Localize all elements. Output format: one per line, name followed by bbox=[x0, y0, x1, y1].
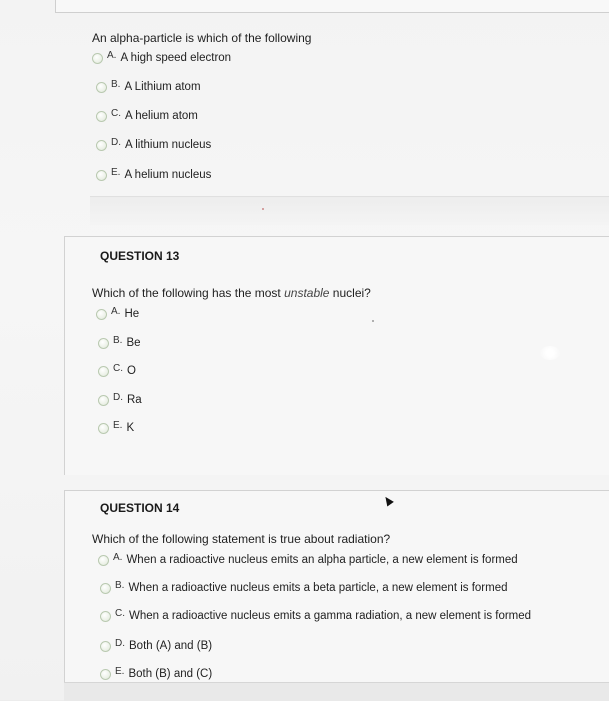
option-letter: D. bbox=[115, 637, 125, 649]
radio-button[interactable] bbox=[98, 338, 109, 349]
radio-button[interactable] bbox=[100, 641, 111, 652]
q13-text-end: nuclei? bbox=[329, 286, 371, 300]
option-letter: E. bbox=[111, 166, 121, 178]
option-label: O bbox=[127, 365, 136, 377]
q13-option-b[interactable] bbox=[98, 334, 141, 349]
radio-button[interactable] bbox=[96, 170, 107, 181]
q13-option-d[interactable] bbox=[98, 391, 142, 406]
option-letter: C. bbox=[115, 607, 125, 619]
q14-option-d[interactable] bbox=[100, 637, 213, 652]
option-letter: E. bbox=[113, 419, 123, 431]
option-label: A Lithium atom bbox=[124, 81, 201, 93]
q14-title: QUESTION 14 bbox=[100, 501, 180, 515]
screen-glare bbox=[540, 346, 560, 360]
radio-button[interactable] bbox=[96, 140, 107, 151]
option-label: When a radioactive nucleus emits a beta particle, a new element is formed bbox=[128, 582, 508, 594]
option-letter: E. bbox=[115, 665, 125, 677]
radio-button[interactable] bbox=[100, 583, 111, 594]
decorative-dot bbox=[262, 208, 264, 210]
option-label: Both (B) and (C) bbox=[128, 668, 213, 680]
q13-option-e[interactable] bbox=[98, 419, 135, 434]
q13-question-text bbox=[92, 286, 371, 300]
option-letter: D. bbox=[111, 136, 121, 148]
previous-section-border bbox=[55, 0, 609, 13]
section-divider bbox=[90, 196, 609, 225]
option-letter: A. bbox=[107, 49, 117, 61]
question-13-panel bbox=[64, 236, 609, 475]
option-letter: A. bbox=[113, 551, 123, 563]
radio-button[interactable] bbox=[98, 395, 109, 406]
option-label: Be bbox=[126, 337, 141, 349]
q12-option-d[interactable] bbox=[96, 136, 212, 151]
option-label: A helium nucleus bbox=[124, 169, 212, 181]
q13-text-emphasis: unstable bbox=[284, 286, 330, 300]
option-letter: D. bbox=[113, 391, 123, 403]
option-letter: B. bbox=[111, 78, 121, 90]
radio-button[interactable] bbox=[100, 611, 111, 622]
q14-option-c[interactable] bbox=[100, 607, 532, 622]
q13-option-c[interactable] bbox=[98, 362, 136, 377]
q14-option-a[interactable] bbox=[98, 551, 518, 566]
option-label: A lithium nucleus bbox=[125, 139, 212, 151]
radio-button[interactable] bbox=[96, 111, 107, 122]
option-letter: A. bbox=[111, 305, 121, 317]
q12-option-b[interactable] bbox=[96, 78, 201, 93]
radio-button[interactable] bbox=[96, 309, 107, 320]
q13-option-a[interactable] bbox=[96, 305, 140, 320]
q14-option-b[interactable] bbox=[100, 579, 508, 594]
q13-text-start: Which of the following has the most bbox=[92, 286, 285, 300]
q14-option-e[interactable] bbox=[100, 665, 213, 680]
radio-button[interactable] bbox=[98, 366, 109, 377]
option-letter: C. bbox=[111, 107, 121, 119]
radio-button[interactable] bbox=[92, 53, 103, 64]
option-label: When a radioactive nucleus emits an alpha particle, a new element is formed bbox=[126, 554, 518, 566]
option-letter: B. bbox=[115, 579, 125, 591]
radio-button[interactable] bbox=[100, 669, 111, 680]
option-letter: B. bbox=[113, 334, 123, 346]
radio-button[interactable] bbox=[96, 82, 107, 93]
q12-option-e[interactable] bbox=[96, 166, 212, 181]
option-label: Both (A) and (B) bbox=[129, 640, 213, 652]
q13-title: QUESTION 13 bbox=[100, 249, 180, 263]
radio-button[interactable] bbox=[98, 423, 109, 434]
next-section-border bbox=[64, 682, 609, 701]
option-letter: C. bbox=[113, 362, 123, 374]
radio-button[interactable] bbox=[98, 555, 109, 566]
decorative-dot bbox=[372, 320, 374, 322]
option-label: A high speed electron bbox=[120, 52, 232, 64]
q12-option-c[interactable] bbox=[96, 107, 198, 122]
option-label: When a radioactive nucleus emits a gamma radiation, a new element is formed bbox=[129, 610, 532, 622]
option-label: Ra bbox=[127, 394, 142, 406]
option-label: A helium atom bbox=[125, 110, 198, 122]
q14-question-text: Which of the following statement is true about radiation? bbox=[92, 532, 391, 546]
q12-option-a[interactable] bbox=[92, 49, 232, 64]
option-label: K bbox=[126, 422, 135, 434]
q12-question-text: An alpha-particle is which of the following bbox=[92, 31, 312, 45]
option-label: He bbox=[124, 308, 140, 320]
